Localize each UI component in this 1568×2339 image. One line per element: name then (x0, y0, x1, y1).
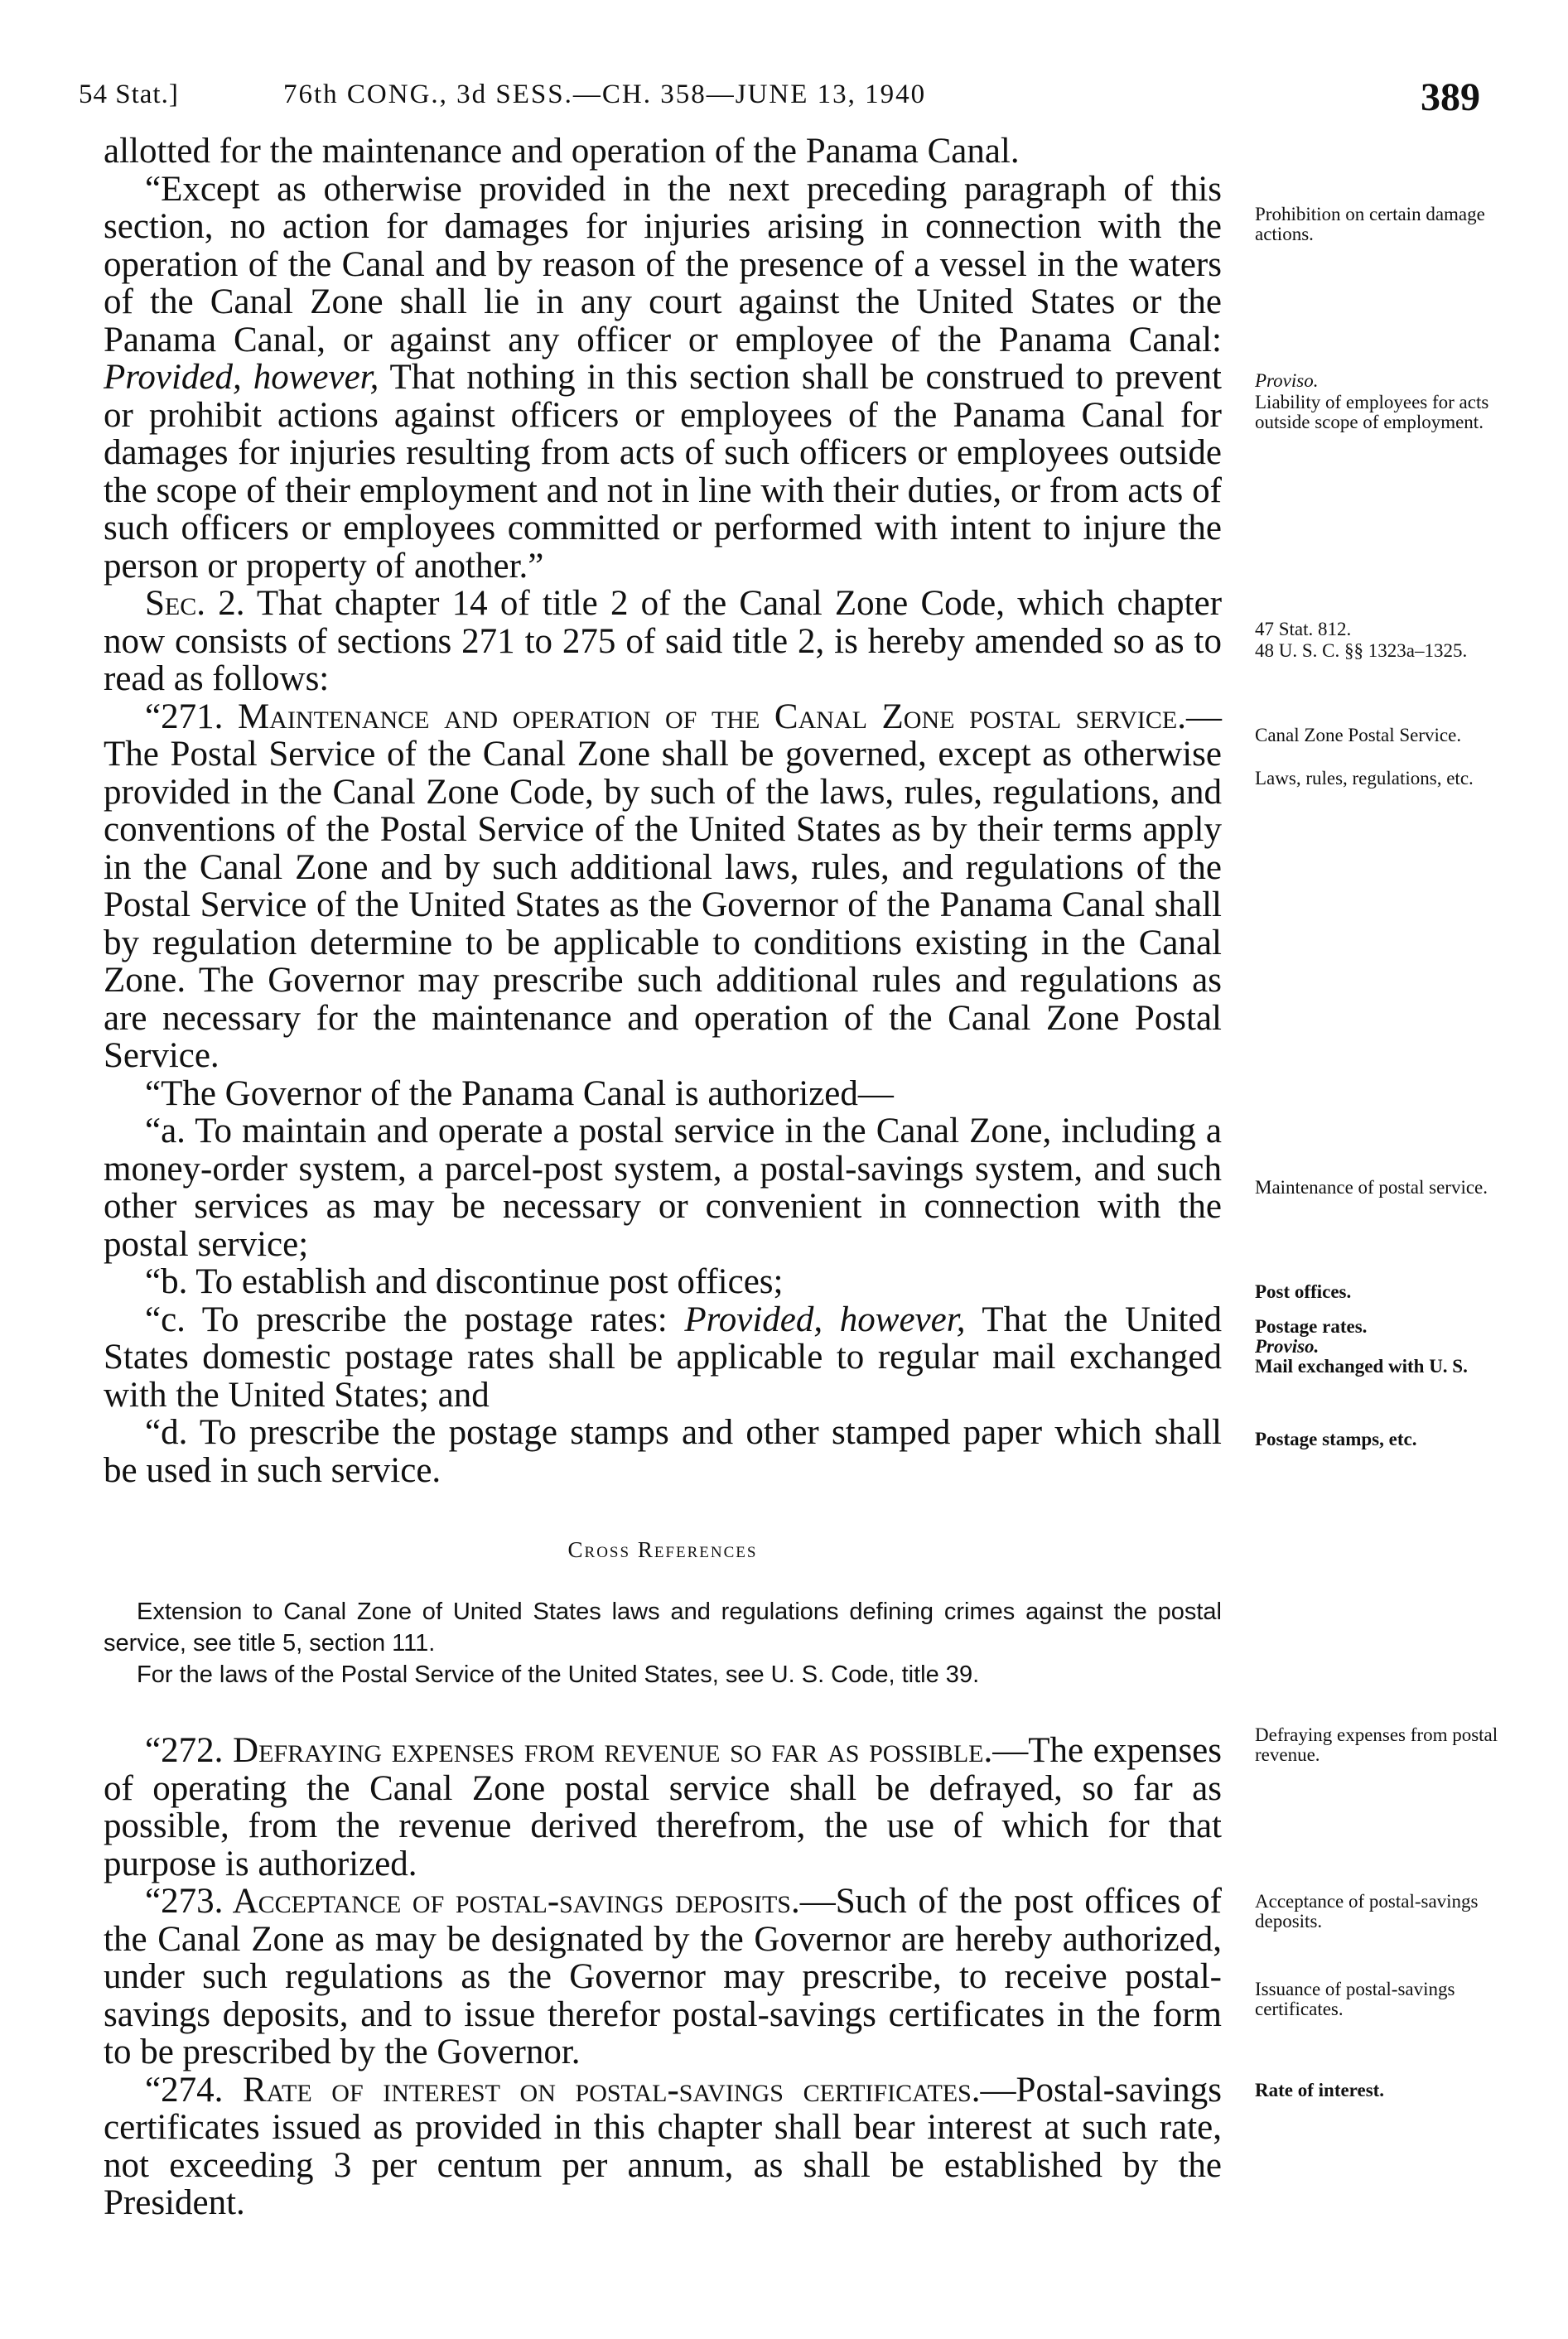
margin-note-liability: Liability of employees for acts outside scope of employment. (1255, 392, 1489, 432)
paragraph-section-2: Sec. 2. That chapter 14 of title 2 of the Canal Zone Code, which chapter now consists of sections 271 to 275 of said title 2, is hereby amended so as to read as follows: (104, 584, 1223, 698)
paragraph-section-271: “271. Maintenance and operation of the Canal Zone postal service.—The Postal Service of the Canal Zone shall be governed, except as otherwise provided in the Canal Zone Code, by such of the laws, rules, regulations, and conventions of the Postal Service of the United States as by their terms apply in the Canal Zone and by such additional laws, rules, and regulations of the Postal Service of the United States as the Governor of the Panama Canal shall by regulation determine to be applicable to conditions existing in the Canal Zone. The Governor may prescribe such additional rules and regulations as are necessary for the maintenance and operation of the Canal Zone Postal Service. (104, 697, 1222, 1075)
paragraph: allotted for the maintenance and operation of the Panama Canal. (104, 132, 1020, 171)
running-head: 76th CONG., 3d SESS.—CH. 358—JUNE 13, 1940 (283, 80, 927, 109)
paragraph-item-a: “a. To maintain and operate a postal service in the Canal Zone, including a money-order system, a parcel-post system, a postal-savings system, and such other services as may be necessary or convenient in connection with the postal service; (104, 1112, 1222, 1264)
paragraph-section-274: “274. Rate of interest on postal-savings certificates.—Postal-savings certificates issued as provided in this chapter shall bear interest at such rate, not exceeding 3 per centum per annum, as shall be established by the President. (104, 2070, 1222, 2222)
statute-reference: 54 Stat.] (79, 80, 179, 109)
page-number: 389 (1421, 75, 1480, 119)
section-heading: “273. Acceptance of postal-savings deposits.— (145, 1882, 836, 1921)
margin-note-acceptance: Acceptance of postal-savings deposits. (1255, 1891, 1479, 1931)
proviso-phrase: Provided, however, (684, 1300, 966, 1339)
margin-note-laws-rules: Laws, rules, regulations, etc. (1255, 768, 1474, 789)
margin-note-proviso: Proviso. (1255, 370, 1319, 391)
margin-note-issuance: Issuance of postal-savings certificates. (1255, 1979, 1455, 2019)
paragraph-item-b: “b. To establish and discontinue post offices; (145, 1262, 784, 1301)
margin-note-postage-rates: Postage rates. (1255, 1316, 1368, 1337)
margin-note-usc-ref: 48 U. S. C. §§ 1323a–1325. (1255, 640, 1468, 661)
margin-note-postage-stamps: Postage stamps, etc. (1255, 1429, 1417, 1449)
proviso-phrase: Provided, however, (104, 358, 379, 397)
margin-note-prohibition: Prohibition on certain damage actions. (1255, 204, 1485, 244)
margin-note-stat-ref: 47 Stat. 812. (1255, 619, 1352, 639)
paragraph: “The Governor of the Panama Canal is authorized— (145, 1073, 894, 1113)
section-heading: “274. Rate of interest on postal-savings certificates.— (145, 2070, 1016, 2110)
margin-note-post-offices: Post offices. (1255, 1281, 1352, 1302)
paragraph-section-273: “273. Acceptance of postal-savings deposits.—Such of the post offices of the Canal Zone as may be designated by the Governor are hereby authorized, under such regulations as the Governor may prescribe, to receive postal-savings deposits, and to issue therefor postal-savings certificates in the form to be prescribed by the Governor. (104, 1882, 1222, 2071)
margin-note-defraying: Defraying expenses from postal revenue. (1255, 1724, 1498, 1765)
margin-note-maintenance: Maintenance of postal service. (1255, 1177, 1488, 1198)
section-heading: “272. Defraying expenses from revenue so far as possible.— (145, 1731, 1029, 1770)
margin-note-mail-exchanged: Mail exchanged with U. S. (1255, 1356, 1468, 1377)
section-heading: “271. Maintenance and operation of the Canal Zone postal service.— (145, 697, 1222, 736)
main-text (104, 133, 1222, 2222)
paragraph-damage-actions: “Except as otherwise provided in the next preceding paragraph of this section, no action for damages for injuries arising in connection with the operation of the Canal and by reason of the presence of a vessel in the waters of the Canal Zone shall lie in any court against the United States or the Panama Canal, or against any officer or employee of the Panama Canal: Provided, however, That nothing in this section shall be construed to prevent or prohibit actions against officers or employees of the Panama Canal for damages for injuries resulting from acts of such officers or employees outside the scope of their employment and not in line with their duties, or from acts of such officers or employees committed or performed with intent to injure the person or property of another.” (104, 169, 1222, 586)
margin-note-postal-service: Canal Zone Postal Service. (1255, 725, 1462, 745)
margin-note-rate-interest: Rate of interest. (1255, 2080, 1385, 2100)
paragraph-item-c: “c. To prescribe the postage rates: Provided, however, That the United States domestic postage rates shall be applicable to regular mail exchanged with the United States; and (104, 1300, 1222, 1415)
paragraph-section-272: “272. Defraying expenses from revenue so far as possible.—The expenses of operating the Canal Zone postal service shall be defrayed, so far as possible, from the revenue derived therefrom, the use of which for that purpose is authorized. (104, 1731, 1222, 1883)
paragraph-item-d: “d. To prescribe the postage stamps and other stamped paper which shall be used in such service. (104, 1413, 1222, 1490)
section-label: Sec. 2. (145, 584, 245, 623)
cross-reference-item: For the laws of the Postal Service of the United States, see U. S. Code, title 39. (137, 1661, 980, 1688)
margin-note-proviso: Proviso. (1255, 1336, 1320, 1357)
cross-references-title: Cross References (567, 1537, 758, 1562)
page-header (0, 0, 1568, 124)
cross-reference-item: Extension to Canal Zone of United States laws and regulations defining crimes against the postal service, see title 5, section 111. (104, 1599, 1222, 1657)
